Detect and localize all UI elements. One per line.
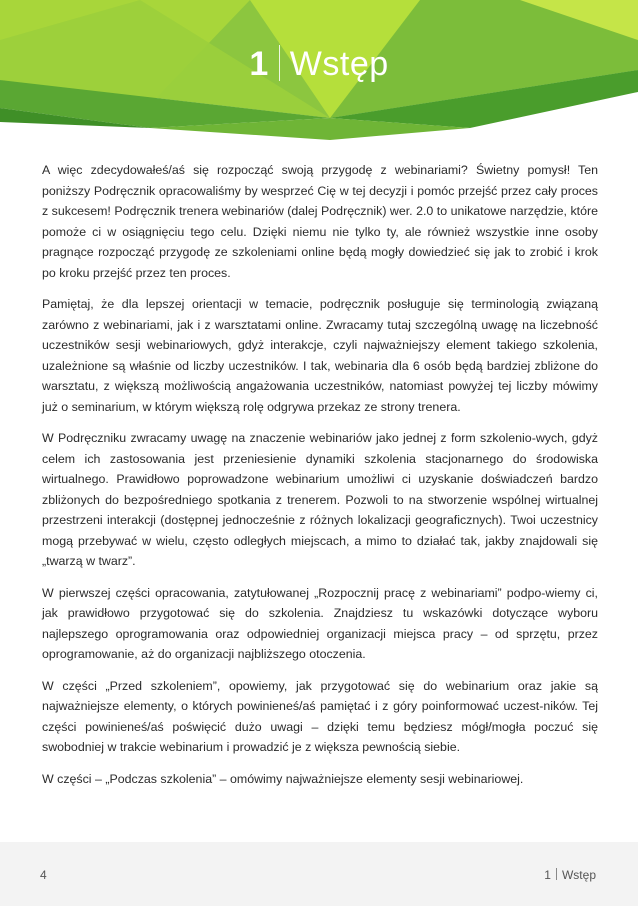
title-divider [279,45,280,81]
footer-chapter-label [544,868,596,882]
footer-chapter-title: Wstęp [561,868,596,882]
paragraph: W części „Przed szkoleniem”, opowiemy, jak przygotować się do webinarium oraz jakie są najważniejsze elementy, o których powinieneś/aś pamiętać i z góry poinformować uczest-ników. Tej części powinieneś/aś poświęcić dużo uwagi – dzięki temu będziesz mógł/mogła poczuć się swobodniej w trakcie webinarium i prowadzić je z większa pewnością siebie. [42,678,598,754]
footer-divider [556,868,557,880]
chapter-title-text: Wstęp [289,45,389,83]
paragraph: W pierwszej części opracowania, zatytułowanej „Rozpocznij pracę z webinariami” podpo-wiemy ci, jak prawidłowo przygotować się do szkolenia. Znajdziesz tu wskazówki dotyczące wyboru najlepszego oprogramowania oraz odpowiedniej organizacji miejsca pracy – od sprzętu, przez oprogramowanie, aż do organizacji najbliższego otoczenia. [42,585,598,661]
chapter-number: 1 [249,45,269,83]
paragraph: Pamiętaj, że dla lepszej orientacji w temacie, podręcznik posługuje się terminologią związaną zarówno z webinariami, jak i z warsztatami online. Zwracamy tutaj szczególną uwagę na liczebność uczestników sesji webinariowych, gdyż interakcje, czyli najważniejszy element takiego szkolenia, uzależnione są właśnie od liczby uczestników. I tak, webinaria dla 6 osób będą bardziej zbliżone do warsztatu, z większą możliwością angażowania uczestników, natomiast powyżej tej liczby mówimy już o seminarium, w którym większą rolę odgrywa przekaz ze strony trenera. [42,297,598,414]
footer-chapter-number: 1 [544,868,551,882]
body-text [42,160,598,800]
page-footer [0,842,638,906]
chapter-header-banner [0,0,638,145]
chapter-title [0,44,638,84]
paragraph: W Podręczniku zwracamy uwagę na znaczenie webinariów jako jednej z form szkolenio-wych, gdyż celem ich zastosowania jest przeniesienie dynamiki szkolenia stacjonarnego do środowiska wirtualnego. Prawidłowo poprowadzone webinarium umożliwi ci uzyskanie doświadczeń bardzo zbliżonych do bezpośredniego spotkania z trenerem. Pozwoli to na stworzenie wspólnej wirtualnej przestrzeni interakcji (dostępnej jednocześnie z różnych lokalizacji geograficznych). Twoi uczestnicy mogą przebywać w wielu, często odległych miejscach, a mimo to działać tak, jakby znajdowali się „twarzą w twarz”. [42,431,598,568]
page-number: 4 [40,868,47,882]
paragraph: A więc zdecydowałeś/aś się rozpocząć swoją przygodę z webinariami? Świetny pomysł! Ten poniższy Podręcznik opracowaliśmy by wesprzeć Cię w tej decyzji i pomóc przejść przez cały proces z sukcesem! Podręcznik trenera webinariów (dalej Podręcznik) wer. 2.0 to unikatowe narzędzie, które pomoże ci w osiągnięciu tego celu. Dzięki niemu nie tylko ty, ale również wszystkie inne osoby pragnące rozpocząć przygodę ze szkoleniami online będą mogły dowiedzieć się jak to zrobić i krok po kroku przejść przez ten proces. [42,163,598,280]
paragraph: W części – „Podczas szkolenia” – omówimy najważniejsze elementy sesji webinariowej. [42,771,524,786]
